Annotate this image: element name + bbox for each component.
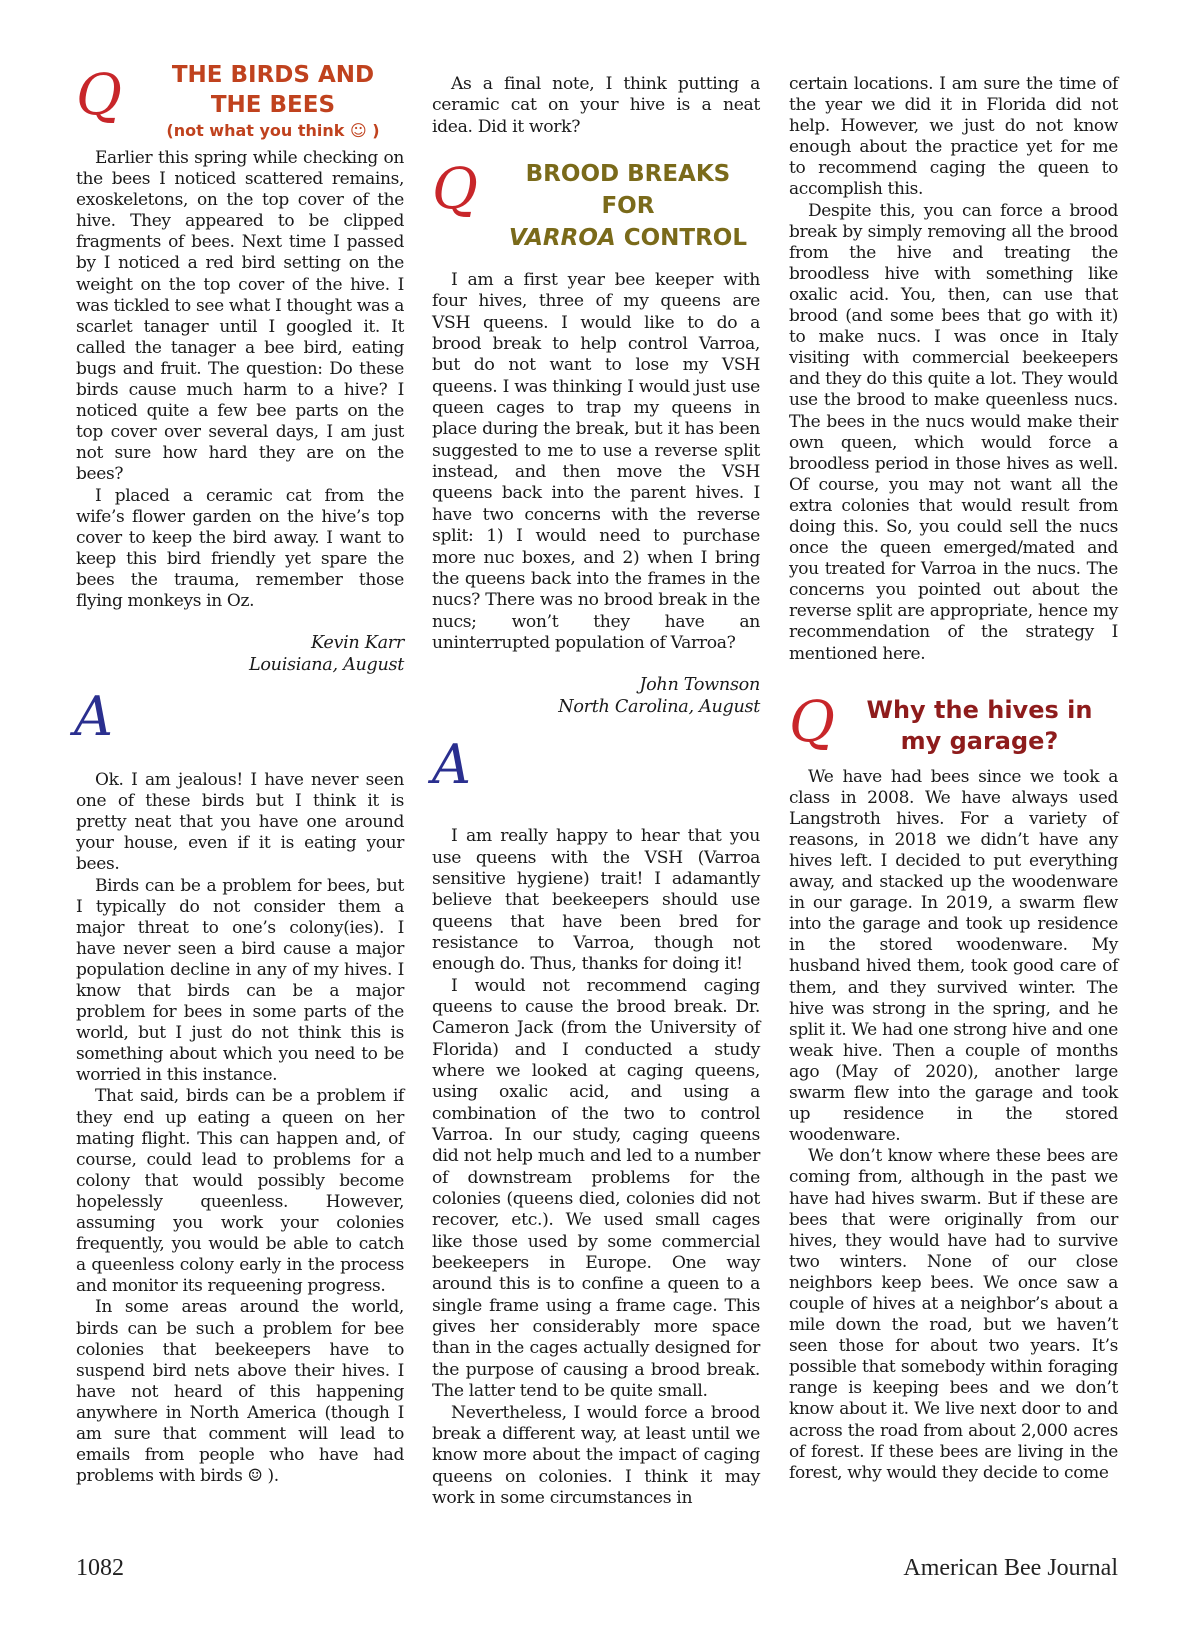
- paragraph: I placed a ceramic cat from the wife’s flower garden on the hive’s top cover to keep the bird away. I want to keep this bird friendly yet spare the bees the trauma, remember those flying monkeys in Oz.: [76, 485, 404, 611]
- question-title-garage: [841, 695, 1118, 757]
- column-2: [432, 74, 760, 1509]
- question-mark-icon: Q: [76, 63, 122, 128]
- paragraph: certain locations. I am sure the time of the year we did it in Florida did not help. However, we just do not know enough about the practice yet for me to recommend caging the queen to accomplish this.: [789, 74, 1118, 200]
- paragraph: Despite this, you can force a brood break by simply removing all the brood from the hive and treating the broodless hive with something like oxalic acid. You, then, can use that brood (and some bees that go with it) to make nucs. I was once in Italy visiting with commercial beekeepers and they do this quite a lot. They would use the brood to make queenless nucs. The bees in the nucs would make their own queen, which would force a broodless period in those hives as well. Of course, you may not want all the extra colonies that would result from doing this. So, you could sell the nucs once the queen emerged/mated and you treated for Varroa in the nucs. The concerns you pointed out about the reverse split are appropriate, hence my recommendation of the strategy I mentioned here.: [789, 200, 1118, 664]
- column-1: [74, 62, 404, 1487]
- title-line-2: [496, 222, 760, 254]
- answer-body: [432, 826, 760, 1509]
- question-mark-icon: Q: [789, 689, 835, 755]
- signature-name: Kevin Karr: [310, 633, 404, 654]
- paragraph: We don’t know where these bees are coming from, although in the past we have had hives swarm. But if these are bees that were originally from our hives, they would have had to survive two winters. None of our close neighbors keep bees. We once saw a couple of hives at a neighbor’s about a mile down the road, but we haven’t seen those for about two years. It’s possible that somebody within foraging range is keeping bees and we don’t know about it. We live next door to and across the road from about 2,000 acres of forest. If these bees are living in the forest, why would they decide to come: [789, 1146, 1118, 1483]
- title-line: THE BIRDS AND: [171, 62, 375, 88]
- question-header-garage: [789, 689, 1118, 757]
- journal-name: American Bee Journal: [903, 1555, 1118, 1581]
- title-line: Why the hives in: [866, 695, 1093, 724]
- question-header-birds: [76, 60, 404, 142]
- paragraph: I am a first year bee keeper with four hives, three of my queens are VSH queens. I would like to do a brood break to help control Varroa, but do not want to lose my VSH queens. I was thinking I would just use queen cages to trap my queens in place during the break, but it has been suggested to me to use a reverse split instead, and then move the VSH queens back into the parent hives. I have two concerns with the reverse split: 1) I would need to purchase more nuc boxes, and 2) when I bring the queens back into the frames in the nucs? There was no brood break in the nucs; won’t they have an uninterrupted population of Varroa?: [432, 270, 760, 653]
- signature: [432, 674, 760, 718]
- question-body: [76, 148, 404, 612]
- paragraph: I would not recommend caging queens to cause the brood break. Dr. Cameron Jack (from the University of Florida) and I conducted a study where we looked at caging queens, using oxalic acid, and using a combination of the two to control Varroa. In our study, caging queens did not help much and led to a number of downstream problems for the colonies (queens died, colonies did not recover, etc.). We used small cages like those used by some commercial beekeepers in Europe. One way around this is to confine a queen to a single frame using a frame cage. This gives her considerably more space than in the cages actually designed for the purpose of causing a brood break. The latter tend to be quite small.: [432, 975, 760, 1402]
- question-mark-icon: Q: [432, 157, 478, 223]
- paragraph: I am really happy to hear that you use queens with the VSH (Varroa sensitive hygiene) trait! I adamantly believe that beekeepers should use queens that have been bred for resistance to Varroa, though not enough do. Thus, thanks for doing it!: [432, 826, 760, 975]
- paragraph: Earlier this spring while checking on the bees I noticed scattered remains, exoskeletons, on the top cover of the hive. They appeared to be clipped fragments of bees. Next time I passed by I noticed a red bird setting on the weight on the top cover of the hive. I was tickled to see what I thought was a scarlet tanager until I googled it. It called the tanager a bee bird, eating bugs and fruit. The question: Do these birds cause much harm to a hive? I noticed quite a few bee parts on the top cover over several days, I am just not sure how hard they are on the bees?: [76, 148, 404, 485]
- question-title-brood-breaks: [496, 158, 760, 254]
- paragraph: That said, birds can be a problem if they end up eating a queen on her mating flight. This can happen and, of course, could lead to problems for a colony that would possibly become hopelessly queenless. However, assuming you work your colonies frequently, you would be able to catch a queenless colony early in the process and monitor its requeening progress.: [76, 1086, 404, 1297]
- answer-mark-icon: A: [432, 733, 471, 797]
- signature-place: North Carolina, August: [558, 697, 760, 718]
- column-3: [789, 74, 1118, 1484]
- title-control: CONTROL: [615, 225, 748, 252]
- title-varroa: VARROA: [508, 225, 616, 252]
- signature-name: John Townson: [639, 675, 760, 696]
- question-title-birds: [142, 60, 404, 142]
- paragraph: Ok. I am jealous! I have never seen one of these birds but I think it is pretty neat that you have one around your house, even if it is eating your bees.: [76, 770, 404, 875]
- paragraph: Birds can be a problem for bees, but I typically do not consider them a major threat to one’s colony(ies). I have never seen a bird cause a major population decline in any of my hives. I know that birds can be a major problem for bees in some parts of the world, but I just do not think this is something about which you need to be worried in this instance.: [76, 875, 404, 1086]
- answer-mark-icon: A: [74, 685, 113, 749]
- question-body: [789, 767, 1118, 1484]
- paragraph: In some areas around the world, birds can be such a problem for bee colonies that beekeepers have to suspend bird nets above their hives. I have not heard of this happening anywhere in North America (though I am sure that comment will lead to emails from people who have had problems with birds ☺ ).: [76, 1297, 404, 1487]
- title-subline: (not what you think ☺ ): [166, 121, 380, 140]
- paragraph: We have had bees since we took a class in 2008. We have always used Langstroth hives. For a variety of reasons, in 2018 we didn’t have any hives left. I decided to put everything away, and stacked up the woodenware in our garage. In 2019, a swarm flew into the garage and took up residence in the stored woodenware. My husband hived them, took good care of them, and they survived winter. The hive was strong in the spring, and he split it. We had one strong hive and one weak hive. Then a couple of months ago (May of 2020), another large swarm flew into the garage and took up residence in the stored woodenware.: [789, 766, 1118, 1146]
- title-line: my garage?: [900, 726, 1059, 755]
- question-body: [432, 270, 760, 654]
- page-number: 1082: [76, 1555, 124, 1581]
- signature-place: Louisiana, August: [248, 655, 404, 676]
- title-line: THE BEES: [210, 92, 336, 118]
- title-line: BROOD BREAKS FOR: [525, 161, 731, 220]
- question-header-brood-breaks: [432, 158, 760, 254]
- paragraph: Nevertheless, I would force a brood break a different way, at least until we know more about the impact of caging queens on colonies. I think it may work in some circumstances in: [432, 1402, 760, 1508]
- answer-body: [76, 770, 404, 1487]
- answer-continuation: [789, 74, 1118, 665]
- paragraph: As a final note, I think putting a ceramic cat on your hive is a neat idea. Did it work?: [432, 74, 760, 137]
- signature: [76, 632, 404, 676]
